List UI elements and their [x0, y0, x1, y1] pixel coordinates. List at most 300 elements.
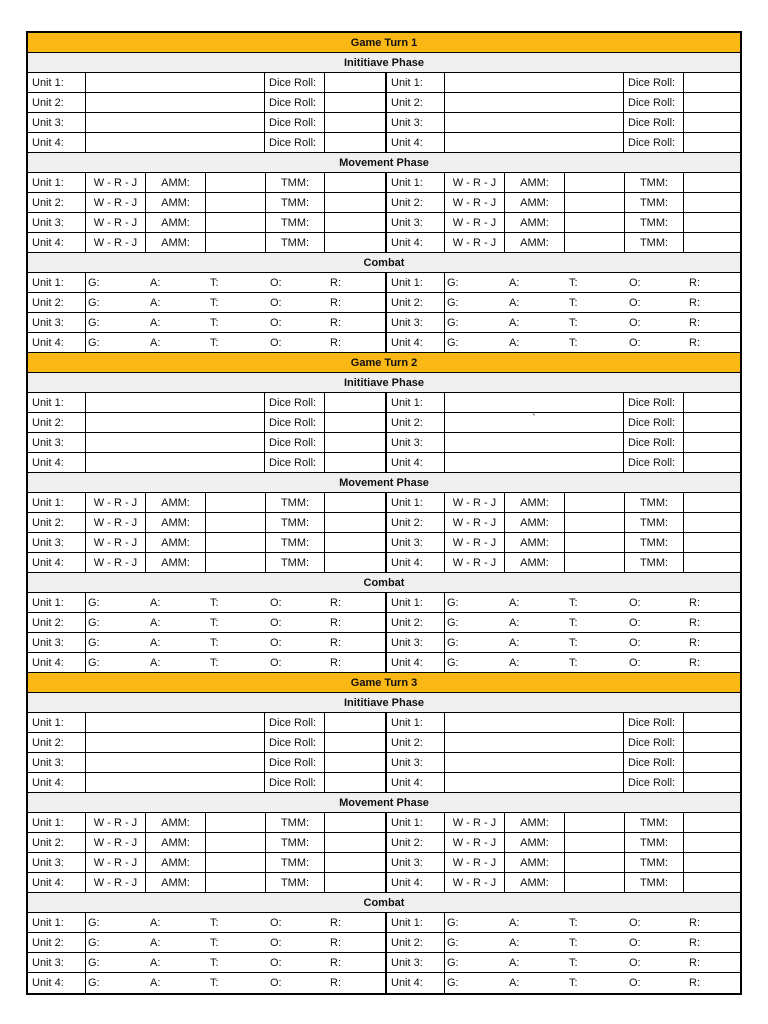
combat-g-field[interactable]: G:: [88, 296, 100, 309]
unit-name-field[interactable]: [86, 773, 265, 792]
unit-label: Unit 1:: [28, 173, 86, 192]
combat-r-field[interactable]: R:: [330, 316, 341, 329]
tmm-field[interactable]: [325, 213, 385, 232]
tmm-label: TMM:: [625, 173, 684, 192]
combat-r-field[interactable]: R:: [330, 336, 341, 349]
unit-name-field[interactable]: [86, 453, 265, 472]
unit-name-field[interactable]: [445, 433, 624, 452]
combat-g-field[interactable]: G:: [88, 916, 100, 929]
unit-label: Unit 1:: [387, 593, 445, 612]
amm-label: AMM:: [146, 553, 206, 572]
combat-g-field[interactable]: G:: [447, 616, 459, 629]
combat-g-field[interactable]: G:: [88, 276, 100, 289]
unit-name-field[interactable]: [445, 133, 624, 152]
unit-name-field[interactable]: [86, 433, 265, 452]
dice-roll-field[interactable]: [684, 453, 744, 472]
dice-roll-field[interactable]: [684, 713, 744, 732]
unit-label: Unit 4:: [387, 553, 445, 572]
dice-roll-field[interactable]: [325, 773, 385, 792]
combat-r-field[interactable]: R:: [689, 636, 700, 649]
combat-r-field[interactable]: R:: [330, 296, 341, 309]
amm-field[interactable]: [565, 833, 625, 852]
dice-roll-field[interactable]: [325, 113, 385, 132]
combat-left-half: [28, 273, 385, 292]
dice-roll-field[interactable]: [325, 433, 385, 452]
walk-run-jump-label: W - R - J: [86, 813, 146, 832]
tmm-field[interactable]: [325, 533, 385, 552]
combat-t-field[interactable]: T:: [210, 276, 219, 289]
unit-label: Unit 3:: [28, 753, 86, 772]
movement-right-half: [385, 233, 744, 252]
amm-field[interactable]: [206, 193, 266, 212]
dice-roll-field[interactable]: [325, 453, 385, 472]
combat-a-field[interactable]: A:: [509, 596, 520, 609]
combat-r-field[interactable]: R:: [330, 656, 341, 669]
amm-field[interactable]: [565, 493, 625, 512]
dice-roll-field[interactable]: [684, 753, 744, 772]
unit-name-field[interactable]: [445, 453, 624, 472]
amm-field[interactable]: [206, 533, 266, 552]
combat-r-field[interactable]: R:: [689, 616, 700, 629]
combat-o-field[interactable]: O:: [629, 916, 641, 929]
combat-t-field[interactable]: T:: [210, 636, 219, 649]
tmm-field[interactable]: [325, 193, 385, 212]
combat-o-field[interactable]: O:: [629, 616, 641, 629]
unit-name-field[interactable]: [445, 713, 624, 732]
tmm-field[interactable]: [684, 553, 744, 572]
walk-run-jump-label: W - R - J: [86, 513, 146, 532]
unit-name-field[interactable]: [86, 753, 265, 772]
walk-run-jump-label: W - R - J: [86, 553, 146, 572]
tmm-field[interactable]: [325, 513, 385, 532]
movement-right-half: [385, 173, 744, 192]
tmm-field[interactable]: [325, 833, 385, 852]
turn-title: Game Turn 3: [28, 673, 740, 693]
combat-g-field[interactable]: G:: [447, 956, 459, 969]
unit-label: Unit 4:: [387, 333, 445, 352]
combat-r-field[interactable]: R:: [689, 956, 700, 969]
unit-name-field[interactable]: [86, 73, 265, 92]
tmm-label: TMM:: [625, 533, 684, 552]
combat-o-field[interactable]: O:: [629, 977, 641, 989]
combat-t-field[interactable]: T:: [569, 956, 578, 969]
combat-g-field[interactable]: G:: [447, 656, 459, 669]
initiative-phase-heading: Inititiave Phase: [28, 53, 740, 73]
dice-roll-field[interactable]: [325, 713, 385, 732]
combat-left-half: [28, 913, 385, 932]
unit-name-field[interactable]: [445, 93, 624, 112]
combat-g-field[interactable]: G:: [447, 276, 459, 289]
combat-a-field[interactable]: A:: [509, 296, 520, 309]
combat-t-field[interactable]: T:: [569, 336, 578, 349]
initiative-right-half: [385, 93, 744, 112]
unit-name-field[interactable]: [445, 753, 624, 772]
combat-o-field[interactable]: O:: [270, 956, 282, 969]
combat-left-half: [28, 633, 385, 652]
initiative-right-half: [385, 113, 744, 132]
tmm-label: TMM:: [625, 493, 684, 512]
combat-t-field[interactable]: T:: [210, 977, 219, 989]
tmm-field[interactable]: [684, 813, 744, 832]
combat-r-field[interactable]: R:: [330, 636, 341, 649]
tmm-field[interactable]: [325, 233, 385, 252]
tmm-label: TMM:: [266, 873, 325, 892]
combat-g-field[interactable]: G:: [447, 936, 459, 949]
combat-g-field[interactable]: G:: [88, 336, 100, 349]
initiative-row: [28, 73, 740, 93]
combat-a-field[interactable]: A:: [509, 336, 520, 349]
amm-label: AMM:: [146, 513, 206, 532]
initiative-right-half: [385, 413, 744, 432]
amm-field[interactable]: [206, 173, 266, 192]
combat-a-field[interactable]: A:: [509, 276, 520, 289]
unit-label: Unit 1:: [28, 73, 86, 92]
unit-label: Unit 4:: [387, 773, 445, 792]
initiative-left-half: [28, 773, 385, 792]
combat-o-field[interactable]: O:: [270, 316, 282, 329]
combat-g-field[interactable]: G:: [447, 916, 459, 929]
combat-a-field[interactable]: A:: [150, 977, 161, 989]
combat-o-field[interactable]: O:: [629, 296, 641, 309]
combat-g-field[interactable]: G:: [88, 936, 100, 949]
movement-left-half: [28, 833, 385, 852]
combat-t-field[interactable]: T:: [210, 336, 219, 349]
combat-o-field[interactable]: O:: [629, 336, 641, 349]
combat-g-field[interactable]: G:: [88, 977, 100, 989]
combat-g-field[interactable]: G:: [88, 616, 100, 629]
dice-roll-field[interactable]: [325, 73, 385, 92]
tmm-field[interactable]: [684, 533, 744, 552]
unit-label: Unit 4:: [387, 133, 445, 152]
tmm-field[interactable]: [684, 193, 744, 212]
combat-g-field[interactable]: G:: [88, 596, 100, 609]
amm-field[interactable]: [565, 553, 625, 572]
unit-name-field[interactable]: `: [445, 413, 624, 432]
combat-a-field[interactable]: A:: [509, 936, 520, 949]
combat-t-field[interactable]: T:: [210, 616, 219, 629]
tmm-field[interactable]: [684, 853, 744, 872]
combat-t-field[interactable]: T:: [569, 596, 578, 609]
tmm-field[interactable]: [325, 173, 385, 192]
tmm-field[interactable]: [684, 513, 744, 532]
tmm-field[interactable]: [684, 233, 744, 252]
combat-left-half: [28, 613, 385, 632]
dice-roll-label: Dice Roll:: [624, 93, 684, 112]
unit-label: Unit 1:: [387, 493, 445, 512]
combat-g-field[interactable]: G:: [88, 656, 100, 669]
combat-a-field[interactable]: A:: [509, 956, 520, 969]
movement-phase-heading: Movement Phase: [28, 153, 740, 173]
combat-o-field[interactable]: O:: [629, 636, 641, 649]
tmm-label: TMM:: [266, 833, 325, 852]
walk-run-jump-label: W - R - J: [86, 833, 146, 852]
tmm-label: TMM:: [266, 173, 325, 192]
combat-a-field[interactable]: A:: [150, 636, 161, 649]
combat-r-field[interactable]: R:: [689, 596, 700, 609]
dice-roll-field[interactable]: [684, 113, 744, 132]
movement-row: [28, 493, 740, 513]
unit-label: Unit 3:: [28, 213, 86, 232]
combat-t-field[interactable]: T:: [210, 596, 219, 609]
combat-a-field[interactable]: A:: [509, 916, 520, 929]
combat-r-field[interactable]: R:: [689, 296, 700, 309]
tmm-field[interactable]: [684, 833, 744, 852]
combat-a-field[interactable]: A:: [509, 977, 520, 989]
combat-g-field[interactable]: G:: [447, 977, 459, 989]
amm-label: AMM:: [146, 873, 206, 892]
combat-right-half: [385, 973, 744, 993]
combat-heading: Combat: [28, 253, 740, 273]
amm-field[interactable]: [206, 233, 266, 252]
tmm-field[interactable]: [325, 853, 385, 872]
combat-o-field[interactable]: O:: [629, 656, 641, 669]
amm-field[interactable]: [206, 813, 266, 832]
amm-field[interactable]: [206, 513, 266, 532]
combat-a-field[interactable]: A:: [509, 616, 520, 629]
unit-label: Unit 3:: [28, 433, 86, 452]
unit-label: Unit 4:: [28, 553, 86, 572]
unit-label: Unit 2:: [387, 513, 445, 532]
amm-label: AMM:: [505, 833, 565, 852]
combat-t-field[interactable]: T:: [569, 276, 578, 289]
dice-roll-field[interactable]: [684, 393, 744, 412]
combat-left-half: [28, 973, 385, 993]
combat-o-field[interactable]: O:: [629, 596, 641, 609]
tmm-label: TMM:: [625, 873, 684, 892]
combat-right-half: [385, 933, 744, 952]
tmm-field[interactable]: [325, 873, 385, 892]
combat-o-field[interactable]: O:: [270, 636, 282, 649]
combat-t-field[interactable]: T:: [569, 977, 578, 989]
amm-field[interactable]: [565, 853, 625, 872]
combat-o-field[interactable]: O:: [270, 656, 282, 669]
initiative-right-half: [385, 733, 744, 752]
combat-o-field[interactable]: O:: [629, 316, 641, 329]
combat-r-field[interactable]: R:: [330, 596, 341, 609]
combat-g-field[interactable]: G:: [447, 296, 459, 309]
unit-label: Unit 1:: [387, 273, 445, 292]
combat-r-field[interactable]: R:: [689, 656, 700, 669]
combat-t-field[interactable]: T:: [210, 936, 219, 949]
unit-name-field[interactable]: [86, 133, 265, 152]
combat-t-field[interactable]: T:: [210, 916, 219, 929]
unit-name-field[interactable]: [445, 773, 624, 792]
walk-run-jump-label: W - R - J: [445, 813, 505, 832]
combat-g-field[interactable]: G:: [447, 636, 459, 649]
dice-roll-field[interactable]: [325, 93, 385, 112]
dice-roll-field[interactable]: [325, 733, 385, 752]
combat-o-field[interactable]: O:: [270, 596, 282, 609]
dice-roll-field[interactable]: [684, 133, 744, 152]
combat-t-field[interactable]: T:: [569, 616, 578, 629]
combat-a-field[interactable]: A:: [150, 916, 161, 929]
unit-name-field[interactable]: [86, 733, 265, 752]
unit-name-field[interactable]: [445, 73, 624, 92]
dice-roll-field[interactable]: [325, 413, 385, 432]
tmm-label: TMM:: [625, 853, 684, 872]
combat-g-field[interactable]: G:: [447, 336, 459, 349]
combat-a-field[interactable]: A:: [150, 336, 161, 349]
initiative-left-half: [28, 113, 385, 132]
unit-name-field[interactable]: [445, 113, 624, 132]
tmm-field[interactable]: [325, 493, 385, 512]
combat-a-field[interactable]: A:: [509, 656, 520, 669]
dice-roll-field[interactable]: [684, 413, 744, 432]
combat-t-field[interactable]: T:: [569, 636, 578, 649]
combat-row: [28, 273, 740, 293]
unit-label: Unit 4:: [387, 453, 445, 472]
tmm-label: TMM:: [625, 553, 684, 572]
combat-g-field[interactable]: G:: [88, 956, 100, 969]
combat-t-field[interactable]: T:: [569, 936, 578, 949]
combat-o-field[interactable]: O:: [270, 296, 282, 309]
tmm-label: TMM:: [625, 233, 684, 252]
amm-label: AMM:: [505, 873, 565, 892]
combat-a-field[interactable]: A:: [150, 956, 161, 969]
combat-r-field[interactable]: R:: [330, 936, 341, 949]
amm-label: AMM:: [146, 853, 206, 872]
combat-t-field[interactable]: T:: [210, 316, 219, 329]
amm-field[interactable]: [565, 873, 625, 892]
unit-name-field[interactable]: [445, 733, 624, 752]
combat-left-half: [28, 933, 385, 952]
dice-roll-field[interactable]: [684, 93, 744, 112]
amm-label: AMM:: [505, 493, 565, 512]
unit-name-field[interactable]: [86, 713, 265, 732]
combat-t-field[interactable]: T:: [210, 956, 219, 969]
dice-roll-field[interactable]: [684, 433, 744, 452]
tmm-field[interactable]: [684, 213, 744, 232]
walk-run-jump-label: W - R - J: [86, 233, 146, 252]
combat-r-field[interactable]: R:: [689, 316, 700, 329]
combat-o-field[interactable]: O:: [270, 616, 282, 629]
amm-field[interactable]: [206, 873, 266, 892]
amm-field[interactable]: [206, 853, 266, 872]
amm-field[interactable]: [206, 493, 266, 512]
combat-right-half: [385, 293, 744, 312]
combat-o-field[interactable]: O:: [270, 916, 282, 929]
combat-a-field[interactable]: A:: [509, 636, 520, 649]
combat-o-field[interactable]: O:: [270, 336, 282, 349]
movement-right-half: [385, 813, 744, 832]
dice-roll-field[interactable]: [684, 73, 744, 92]
unit-label: Unit 1:: [28, 393, 86, 412]
combat-o-field[interactable]: O:: [629, 936, 641, 949]
amm-field[interactable]: [206, 553, 266, 572]
tmm-field[interactable]: [684, 493, 744, 512]
unit-label: Unit 2:: [387, 933, 445, 952]
amm-field[interactable]: [565, 193, 625, 212]
unit-label: Unit 3:: [387, 113, 445, 132]
amm-field[interactable]: [565, 173, 625, 192]
amm-label: AMM:: [505, 853, 565, 872]
combat-o-field[interactable]: O:: [629, 956, 641, 969]
amm-field[interactable]: [206, 213, 266, 232]
combat-r-field[interactable]: R:: [330, 616, 341, 629]
combat-row: [28, 633, 740, 653]
combat-a-field[interactable]: A:: [150, 936, 161, 949]
combat-r-field[interactable]: R:: [330, 276, 341, 289]
unit-label: Unit 4:: [28, 333, 86, 352]
dice-roll-field[interactable]: [325, 753, 385, 772]
dice-roll-label: Dice Roll:: [265, 73, 325, 92]
combat-o-field[interactable]: O:: [629, 276, 641, 289]
dice-roll-field[interactable]: [684, 773, 744, 792]
combat-r-field[interactable]: R:: [330, 977, 341, 989]
combat-a-field[interactable]: A:: [150, 656, 161, 669]
combat-g-field[interactable]: G:: [88, 316, 100, 329]
unit-name-field[interactable]: [86, 393, 265, 412]
unit-name-field[interactable]: [86, 113, 265, 132]
combat-r-field[interactable]: R:: [689, 936, 700, 949]
dice-roll-field[interactable]: [325, 133, 385, 152]
walk-run-jump-label: W - R - J: [445, 853, 505, 872]
unit-name-field[interactable]: [86, 413, 265, 432]
tmm-field[interactable]: [684, 173, 744, 192]
combat-o-field[interactable]: O:: [270, 936, 282, 949]
combat-r-field[interactable]: R:: [330, 916, 341, 929]
movement-right-half: [385, 193, 744, 212]
combat-a-field[interactable]: A:: [509, 316, 520, 329]
combat-a-field[interactable]: A:: [150, 276, 161, 289]
combat-t-field[interactable]: T:: [569, 316, 578, 329]
combat-t-field[interactable]: T:: [569, 656, 578, 669]
combat-a-field[interactable]: A:: [150, 596, 161, 609]
combat-a-field[interactable]: A:: [150, 316, 161, 329]
unit-label: Unit 3:: [28, 953, 86, 972]
combat-r-field[interactable]: R:: [689, 916, 700, 929]
combat-o-field[interactable]: O:: [270, 276, 282, 289]
unit-label: Unit 1:: [387, 73, 445, 92]
amm-field[interactable]: [565, 813, 625, 832]
dice-roll-field[interactable]: [684, 733, 744, 752]
combat-a-field[interactable]: A:: [150, 296, 161, 309]
dice-roll-label: Dice Roll:: [265, 413, 325, 432]
unit-label: Unit 4:: [28, 453, 86, 472]
amm-label: AMM:: [146, 213, 206, 232]
tmm-field[interactable]: [325, 813, 385, 832]
combat-t-field[interactable]: T:: [569, 296, 578, 309]
combat-t-field[interactable]: T:: [210, 296, 219, 309]
combat-g-field[interactable]: G:: [88, 636, 100, 649]
amm-field[interactable]: [206, 833, 266, 852]
combat-a-field[interactable]: A:: [150, 616, 161, 629]
amm-field[interactable]: [565, 533, 625, 552]
combat-t-field[interactable]: T:: [210, 656, 219, 669]
combat-g-field[interactable]: G:: [447, 596, 459, 609]
unit-name-field[interactable]: [445, 393, 624, 412]
amm-label: AMM:: [146, 173, 206, 192]
unit-name-field[interactable]: [86, 93, 265, 112]
combat-r-field[interactable]: R:: [330, 956, 341, 969]
combat-r-field[interactable]: R:: [689, 276, 700, 289]
tmm-field[interactable]: [684, 873, 744, 892]
tmm-field[interactable]: [325, 553, 385, 572]
combat-g-field[interactable]: G:: [447, 316, 459, 329]
initiative-row: [28, 113, 740, 133]
movement-phase-heading: Movement Phase: [28, 793, 740, 813]
dice-roll-field[interactable]: [325, 393, 385, 412]
combat-o-field[interactable]: O:: [270, 977, 282, 989]
combat-t-field[interactable]: T:: [569, 916, 578, 929]
combat-r-field[interactable]: R:: [689, 336, 700, 349]
combat-r-field[interactable]: R:: [689, 977, 700, 989]
amm-field[interactable]: [565, 213, 625, 232]
dice-roll-label: Dice Roll:: [624, 773, 684, 792]
amm-field[interactable]: [565, 233, 625, 252]
tmm-label: TMM:: [625, 213, 684, 232]
amm-field[interactable]: [565, 513, 625, 532]
